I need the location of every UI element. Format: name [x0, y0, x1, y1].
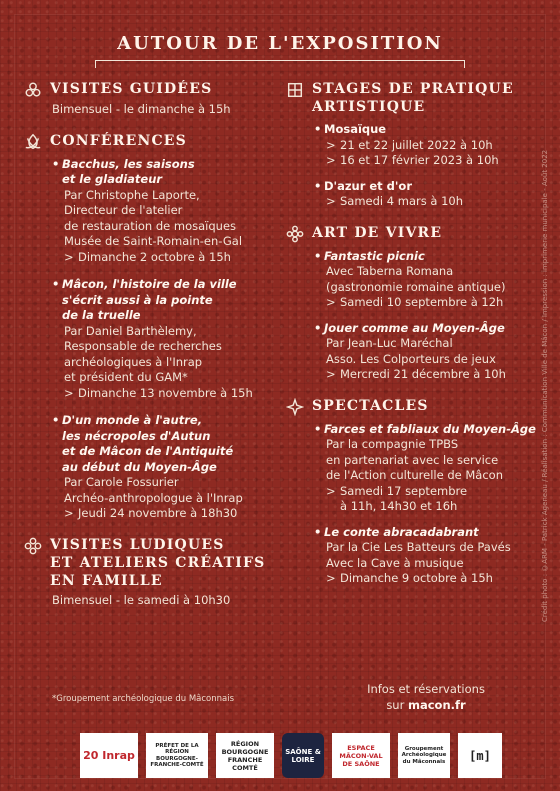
conference-date: Dimanche 13 novembre à 15h — [78, 385, 253, 400]
conference-title-line: s'écrit aussi à la pointe — [62, 292, 213, 307]
conferences-title: CONFÉRENCES — [50, 132, 187, 149]
arrow-icon: > — [326, 137, 336, 152]
espace-logo: ESPACE MÂCON-VAL DE SAÔNE — [332, 733, 390, 778]
conference-title-line: les nécropoles d'Autun — [62, 428, 211, 443]
spectacle-detail: de l'Action culturelle de Mâcon — [326, 468, 503, 482]
prefet-logo: PRÉFET DE LA RÉGION BOURGOGNE-FRANCHE-COMTÉ — [146, 733, 208, 778]
title-underline — [95, 60, 465, 68]
conference-speaker: Par Carole Fossurier — [64, 475, 179, 489]
art-item-detail: Asso. Les Colporteurs de jeux — [326, 351, 496, 366]
stage-date: 16 et 17 février 2023 à 10h — [340, 153, 499, 167]
spectacle-item: • Farces et fabliaux du Moyen-Âge Par la compagnie TPBS en partenariat avec le service de l'Action culturelle de Mâcon > Samedi 17 septembre à 11h, 14h30 et 16h — [314, 422, 548, 515]
arrow-icon: > — [326, 571, 336, 585]
art-item-title: Jouer comme au Moyen-Âge — [324, 320, 505, 335]
spectacles-title: SPECTACLES — [312, 397, 429, 414]
saone-loire-logo: SAÔNE & LOIRE — [282, 733, 324, 778]
triskele-icon — [24, 81, 42, 99]
interlace-icon — [286, 81, 304, 99]
stage-item: • D'azur et d'or > Samedi 4 mars à 10h — [314, 178, 463, 208]
conference-date: Jeudi 24 novembre à 18h30 — [78, 506, 238, 520]
arrow-icon: > — [326, 153, 336, 167]
conference-item: • Bacchus, les saisons et le gladiateur Par Christophe Laporte, Directeur de l'atelier de restauration de mosaïques Musée de Saint-Romain-en-Gal > Dimanche 2 octobre à 15h — [52, 157, 290, 266]
art-item-detail: Par Jean-Luc Maréchal — [326, 336, 453, 350]
arrow-icon: > — [64, 249, 74, 264]
conference-detail: Archéo-anthropologue à l'Inrap — [64, 490, 243, 505]
conference-item: • Mâcon, l'histoire de la ville s'écrit aussi à la pointe de la truelle Par Daniel Barthèlemy, Responsable de recherches archéologiques à l'Inrap et président du GAM* > Dimanche 13 novembre à 15h — [52, 277, 290, 401]
knot-icon — [24, 537, 42, 555]
visites-guidees-schedule: Bimensuel - le dimanche à 15h — [52, 102, 231, 116]
spectacle-date: Samedi 17 septembre — [340, 483, 468, 498]
macon-logo: [m] — [458, 733, 502, 778]
gam-logo: Groupement Archéologique du Mâconnais — [398, 733, 450, 778]
inrap-logo: 20 Inrap — [80, 733, 138, 778]
info-block — [356, 681, 496, 713]
star-knot-icon — [286, 398, 304, 416]
website-link[interactable]: macon.fr — [407, 698, 466, 712]
section-stages — [286, 80, 548, 210]
spectacle-detail: Par la Cie Les Batteurs de Pavés — [326, 540, 511, 554]
art-item: • Fantastic picnic Avec Taberna Romana (gastronomie romaine antique) > Samedi 10 septembre à 12h — [314, 249, 548, 311]
left-column — [24, 80, 290, 622]
visites-ludiques-title: VISITES LUDIQUES — [50, 536, 225, 553]
conference-detail: et président du GAM* — [64, 370, 188, 384]
section-spectacles — [286, 397, 548, 587]
arrow-icon: > — [326, 483, 336, 498]
stage-date: Samedi 4 mars à 10h — [340, 194, 463, 208]
conference-title-line: de la truelle — [62, 308, 141, 322]
photo-credit: Crédit photo : ©ARM - Patrick Ageneau / Réalisation : Communication Ville de Mâcon / Impression : imprimerie municipale - Août 2022 — [541, 149, 549, 623]
visites-ludiques-schedule: Bimensuel - le samedi à 10h30 — [52, 592, 231, 607]
visites-ludiques-title: ET ATELIERS CRÉATIFS — [50, 554, 266, 571]
conference-title-line: D'un monde à l'autre, — [62, 413, 203, 427]
spectacle-detail: en partenariat avec le service — [326, 452, 499, 467]
arrow-icon: > — [326, 295, 336, 309]
footnote: *Groupement archéologique du Mâconnais — [52, 694, 235, 704]
conference-title-line: Bacchus, les saisons — [62, 156, 195, 171]
arrow-icon: > — [326, 367, 336, 381]
info-label: Infos et réservations — [367, 682, 485, 696]
conference-detail: Responsable de recherches — [64, 339, 222, 353]
spectacle-title: Farces et fabliaux du Moyen-Âge — [324, 421, 536, 436]
conference-title-line: au début du Moyen-Âge — [62, 459, 217, 474]
stage-title: D'azur et d'or — [324, 178, 413, 193]
conference-date: Dimanche 2 octobre à 15h — [78, 249, 231, 264]
conference-detail: Musée de Saint-Romain-en-Gal — [64, 234, 243, 248]
stages-title: STAGES DE PRATIQUE — [312, 81, 514, 97]
spectacle-title: Le conte abracadabrant — [324, 524, 479, 539]
art-de-vivre-title: ART DE VIVRE — [312, 224, 443, 241]
stage-title: Mosaïque — [324, 122, 387, 136]
conference-detail: archéologiques à l'Inrap — [64, 354, 203, 369]
art-item-title: Fantastic picnic — [324, 248, 425, 263]
right-column — [286, 80, 548, 601]
stages-title: ARTISTIQUE — [312, 99, 426, 115]
spectacle-date: à 11h, 14h30 et 16h — [340, 499, 458, 513]
visites-guidees-title: VISITES GUIDÉES — [50, 81, 213, 97]
art-item-date: Mercredi 21 décembre à 10h — [340, 367, 506, 381]
conference-detail: de restauration de mosaïques — [64, 218, 237, 233]
conference-detail: Directeur de l'atelier — [64, 203, 183, 217]
conference-speaker: Par Christophe Laporte, — [64, 187, 200, 202]
stage-date: 21 et 22 juillet 2022 à 10h — [340, 137, 493, 152]
spectacle-date: Dimanche 9 octobre à 15h — [340, 571, 493, 585]
section-visites-guidees — [24, 80, 290, 118]
spectacle-item: • Le conte abracadabrant Par la Cie Les Batteurs de Pavés Avec la Cave à musique > Dimanche 9 octobre à 15h — [314, 525, 548, 587]
conference-item: • D'un monde à l'autre, les nécropoles d'Autun et de Mâcon de l'Antiquité au début du Moyen-Âge Par Carole Fossurier Archéo-anthropologue à l'Inrap > Jeudi 24 novembre à 18h30 — [52, 413, 290, 522]
conference-title-line: Mâcon, l'histoire de la ville — [62, 277, 237, 291]
spectacle-detail: Par la compagnie TPBS — [326, 437, 459, 451]
section-visites-ludiques — [24, 536, 290, 609]
arrow-icon: > — [64, 506, 74, 520]
stage-item: • Mosaïque > 21 et 22 juillet 2022 à 10h > 16 et 17 février 2023 à 10h — [314, 122, 499, 167]
region-logo: RÉGION BOURGOGNE FRANCHE COMTÉ — [216, 733, 274, 778]
triquetra-icon — [24, 133, 42, 151]
partner-logos — [80, 733, 502, 778]
conference-title-line: et le gladiateur — [62, 172, 163, 186]
conference-speaker: Par Daniel Barthèlemy, — [64, 323, 197, 338]
art-item-detail: Avec Taberna Romana — [326, 264, 454, 278]
arrow-icon: > — [326, 194, 336, 208]
info-prefix: sur — [386, 698, 408, 712]
flower-knot-icon — [286, 225, 304, 243]
spectacle-detail: Avec la Cave à musique — [326, 555, 464, 570]
section-conferences — [24, 132, 290, 522]
page-title: AUTOUR DE L'EXPOSITION — [117, 33, 443, 54]
art-item-date: Samedi 10 septembre à 12h — [340, 295, 504, 309]
art-item: • Jouer comme au Moyen-Âge Par Jean-Luc Maréchal Asso. Les Colporteurs de jeux > Mercredi 21 décembre à 10h — [314, 321, 548, 383]
section-art-de-vivre — [286, 224, 548, 383]
conference-title-line: et de Mâcon de l'Antiquité — [62, 444, 234, 458]
art-item-detail: (gastronomie romaine antique) — [326, 279, 506, 294]
visites-ludiques-title: EN FAMILLE — [50, 572, 163, 589]
arrow-icon: > — [64, 385, 74, 400]
